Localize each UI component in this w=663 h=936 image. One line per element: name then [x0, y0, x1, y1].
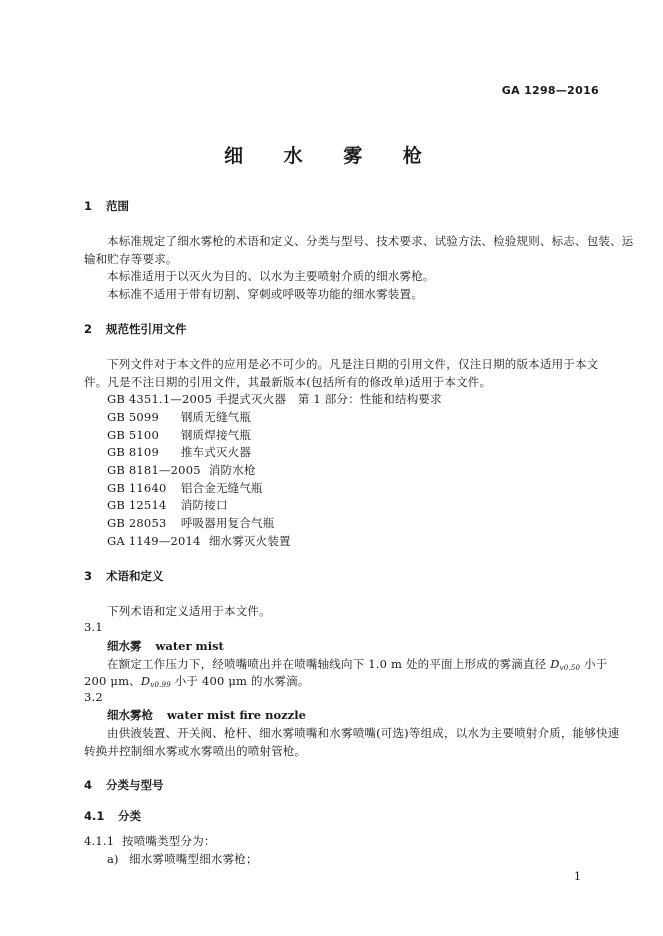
section-number: 4	[84, 778, 93, 792]
paragraph: 本标准适用于以灭火为目的、以水为主要喷射介质的细水雾枪。	[107, 269, 435, 283]
term-definition	[84, 673, 310, 689]
symbol: D	[550, 657, 560, 671]
reference-title: 呼吸器用复合气瓶	[180, 516, 275, 530]
section-number: 3	[84, 569, 93, 583]
paragraph: 件。凡是不注日期的引用文件，其最新版本(包括所有的修改单)适用于本文件。	[84, 375, 492, 389]
document-title: 细 水 雾 枪	[224, 145, 439, 167]
section-title: 分类与型号	[106, 778, 164, 792]
section-title: 范围	[106, 199, 129, 213]
paragraph: 本标准不适用于带有切割、穿刺或呼吸等功能的细水雾装置。	[107, 287, 423, 301]
reference-code: GB 8181—2005	[107, 463, 201, 477]
section-2-heading	[84, 321, 187, 337]
reference-item	[107, 391, 442, 407]
definition-text: 小于 400 μm 的水雾滴。	[170, 674, 310, 688]
section-4-heading	[84, 777, 164, 793]
reference-item	[107, 409, 251, 425]
list-item	[107, 851, 258, 867]
symbol-subscript: v0.50	[559, 664, 581, 672]
reference-item	[107, 480, 263, 496]
reference-code: GB 12514	[107, 498, 167, 512]
term-definition	[107, 656, 607, 672]
list-text: 细水雾喷嘴型细水雾枪；	[129, 852, 258, 866]
term-number: 3.2	[84, 690, 103, 704]
reference-item	[107, 515, 274, 531]
term-heading	[107, 638, 224, 654]
reference-item	[107, 533, 291, 549]
reference-code: GB 5099	[107, 410, 159, 424]
reference-title: 铝合金无缝气瓶	[180, 481, 263, 495]
paragraph: 下列文件对于本文件的应用是必不可少的。凡是注日期的引用文件，仅注日期的版本适用于本文	[107, 357, 599, 371]
paragraph: 下列术语和定义适用于本文件。	[107, 604, 271, 618]
reference-title: 推车式灭火器	[180, 445, 252, 459]
symbol-subscript: v0.99	[150, 681, 171, 689]
reference-title: 消防接口	[180, 498, 228, 512]
symbol: D	[140, 674, 151, 688]
term-definition: 转换并控制细水雾或水雾喷出的喷射管枪。	[84, 744, 307, 758]
subsection-4-1-heading	[84, 808, 141, 824]
term-definition: 由供液装置、开关阀、枪杆、细水雾喷嘴和水雾喷嘴(可选)等组成，以水为主要喷射介质，能够快速	[107, 726, 620, 740]
reference-code: GB 5100	[107, 428, 159, 442]
section-1-heading	[84, 198, 129, 214]
section-title: 术语和定义	[106, 569, 164, 583]
section-3-heading	[84, 568, 164, 584]
section-number: 2	[84, 322, 93, 336]
section-number: 1	[84, 199, 93, 213]
list-label: a)	[107, 852, 119, 866]
term-heading	[107, 707, 306, 723]
term-english: water mist	[155, 639, 224, 653]
clause-4-1-1	[84, 833, 216, 849]
standard-number: GA 1298—2016	[501, 84, 599, 97]
reference-title: 手提式灭火器 第 1 部分：性能和结构要求	[215, 392, 442, 406]
reference-code: GB 11640	[107, 481, 167, 495]
reference-item	[107, 497, 228, 513]
definition-text: 200 μm、	[84, 674, 141, 688]
reference-title: 消防水枪	[208, 463, 256, 477]
clause-number: 4.1.1	[84, 834, 115, 848]
term-chinese: 细水雾	[107, 639, 142, 653]
page-number: 1	[574, 870, 581, 883]
reference-item	[107, 427, 251, 443]
paragraph: 输和贮存等要求。	[84, 252, 178, 266]
reference-code: GB 28053	[107, 516, 167, 530]
section-title: 规范性引用文件	[106, 322, 187, 336]
paragraph: 本标准规定了细水雾枪的术语和定义、分类与型号、技术要求、试验方法、检验规则、标志、包装、运	[107, 234, 634, 248]
reference-item	[107, 462, 256, 478]
reference-item	[107, 444, 251, 460]
reference-code: GB 4351.1—2005	[107, 392, 213, 406]
subsection-number: 4.1	[84, 809, 105, 823]
term-number: 3.1	[84, 620, 103, 634]
term-english: water mist fire nozzle	[167, 708, 306, 722]
reference-title: 细水雾灭火装置	[208, 534, 291, 548]
reference-title: 钢质无缝气瓶	[180, 410, 252, 424]
reference-code: GB 8109	[107, 445, 159, 459]
reference-code: GA 1149—2014	[107, 534, 201, 548]
definition-text: 小于	[580, 657, 608, 671]
subsection-title: 分类	[118, 809, 141, 823]
term-chinese: 细水雾枪	[107, 708, 153, 722]
clause-text: 按喷嘴类型分为：	[122, 834, 216, 848]
definition-text: 在额定工作压力下，经喷嘴喷出并在喷嘴轴线向下 1.0 m 处的平面上形成的雾滴直径	[107, 657, 551, 671]
reference-title: 钢质焊接气瓶	[180, 428, 252, 442]
